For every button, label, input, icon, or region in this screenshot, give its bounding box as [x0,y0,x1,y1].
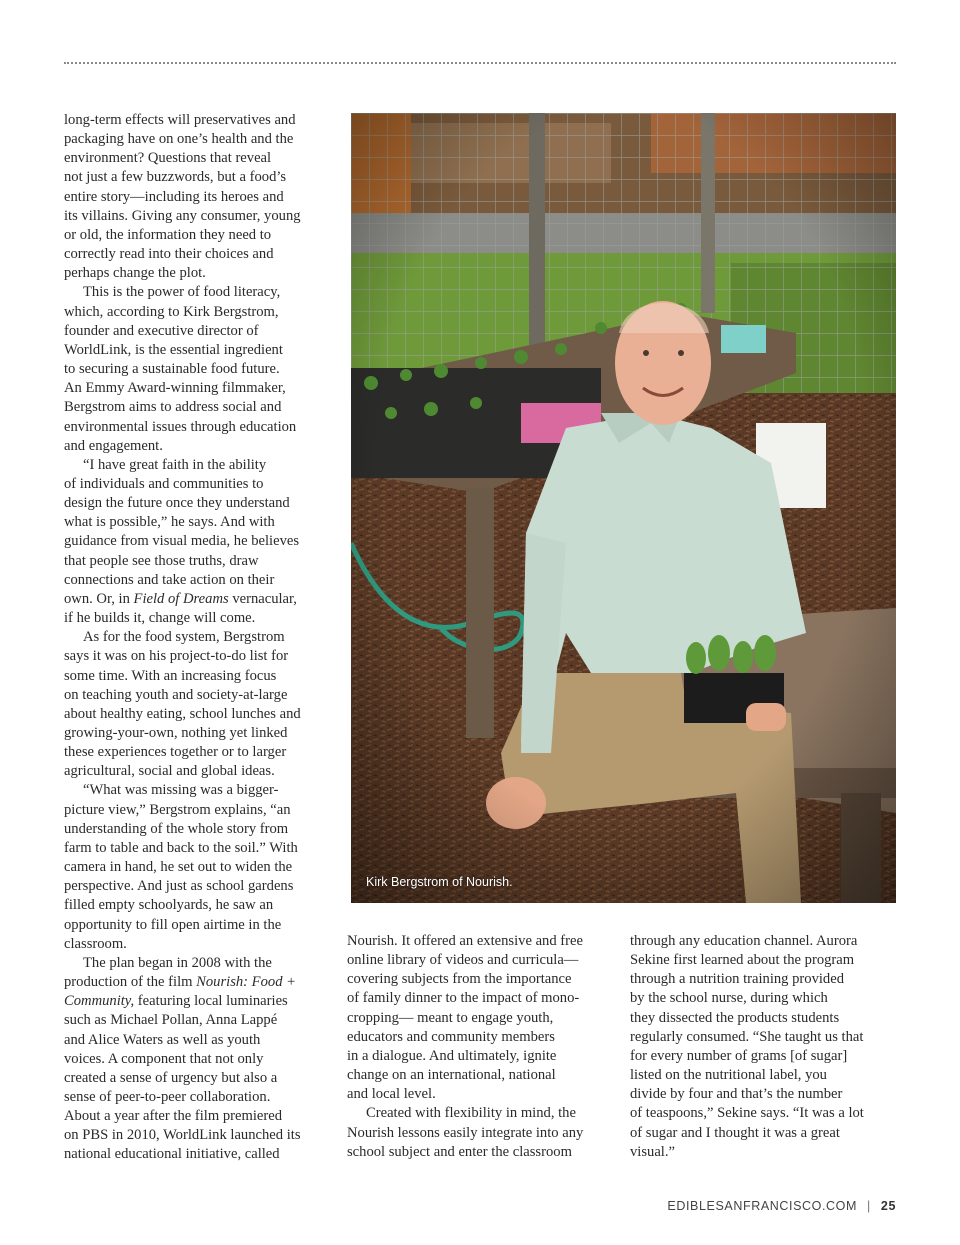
text-line: on PBS in 2010, WorldLink launched its [64,1127,301,1144]
text-line: Nourish. It offered an extensive and free [347,933,583,949]
text-line: About a year after the film premiered [64,1108,282,1125]
text-line: about healthy eating, school lunches and [64,705,301,722]
text-line: founder and executive director of [64,322,259,339]
text-line: online library of videos and curricula— [347,952,579,969]
text-line: on teaching youth and society-at-large [64,686,288,703]
italic-title: Community, [64,993,135,1010]
text-line: picture view,” Bergstrom explains, “an [64,801,291,818]
text-line: voices. A component that not only [64,1050,264,1067]
text-line: its villains. Giving any consumer, young [64,207,301,224]
text-line: of individuals and communities to [64,475,264,492]
text-line: “What was missing was a bigger- [83,782,279,799]
text-line: cropping— meant to engage youth, [347,1009,554,1026]
text-line: environmental issues through education [64,418,297,435]
text-line: through a nutrition training provided [630,971,845,988]
text-line: WorldLink, is the essential ingredient [64,341,283,358]
text-line: to securing a sustainable food future. [64,361,280,378]
text-line: school subject and enter the classroom [347,1143,572,1160]
text-line: Sekine first learned about the program [630,952,855,969]
text-line: Community, featuring local luminaries [64,993,288,1010]
text-line: by the school nurse, during which [630,990,828,1007]
text-line: which, according to Kirk Bergstrom, [64,303,279,320]
text-column-1 [64,111,330,1165]
text-line: filled empty schoolyards, he saw an [64,897,274,914]
text-line: that people see those truths, draw [64,552,259,569]
text-line: entire story—including its heroes and [64,188,284,205]
text-line: “I have great faith in the ability [83,456,267,473]
text-line: some time. With an increasing focus [64,667,277,684]
footer-separator: | [867,1199,871,1213]
text-line: connections and take action on their [64,571,275,588]
text-column-2 [347,932,617,1162]
text-line: The plan began in 2008 with the [83,954,272,971]
text-line: An Emmy Award-winning filmmaker, [64,380,286,397]
page-number: 25 [880,1199,896,1213]
photo-caption: Kirk Bergstrom of Nourish. [366,875,513,889]
text-line: environment? Questions that reveal [64,150,272,167]
text-line: Bergstrom aims to address social and [64,399,282,416]
text-line: growing-your-own, nothing yet linked [64,725,288,741]
article-photo [351,113,896,903]
text-line: of sugar and I thought it was a great [630,1124,840,1141]
text-line: regularly consumed. “She taught us that [630,1028,864,1045]
text-line: what is possible,” he says. And with [64,514,275,531]
text-line: packaging have on one’s health and the [64,131,294,148]
text-line: agricultural, social and global ideas. [64,763,275,780]
text-column-3 [630,932,898,1162]
text-line: production of the film Nourish: Food + [64,974,296,991]
text-line: correctly read into their choices and [64,246,274,263]
text-line: educators and community members [347,1028,555,1045]
text-line: Nourish lessons easily integrate into any [347,1124,584,1141]
text-line: in a dialogue. And ultimately, ignite [347,1047,557,1064]
text-line: design the future once they understand [64,495,290,512]
page-footer [667,1199,896,1213]
text-line: and engagement. [64,437,163,454]
text-line: change on an international, national [347,1067,556,1084]
text-line: perspective. And just as school gardens [64,878,294,895]
text-line: says it was on his project-to-do list for [64,648,289,665]
text-line: This is the power of food literacy, [83,284,281,301]
text-line: divide by four and that’s the number [630,1086,843,1103]
text-line: they dissected the products students [630,1009,840,1026]
text-line: for every number of grams [of sugar] [630,1047,848,1064]
text-line: such as Michael Pollan, Anna Lappé [64,1012,278,1029]
text-line: Created with flexibility in mind, the [366,1105,576,1122]
text-line: created a sense of urgency but also a [64,1069,278,1086]
text-line: As for the food system, Bergstrom [83,629,285,646]
italic-title: Nourish: Food + [196,974,296,991]
text-line: and local level. [347,1086,436,1103]
text-line: these experiences together or to larger [64,744,287,761]
text-line: opportunity to fill open airtime in the [64,916,282,933]
footer-site: EDIBLESANFRANCISCO.COM [667,1199,858,1213]
text-line: long-term effects will preservatives and [64,112,296,128]
text-line: covering subjects from the importance [347,971,572,988]
text-line: not just a few buzzwords, but a food’s [64,169,287,186]
text-line: if he builds it, change will come. [64,610,256,627]
text-line: through any education channel. Aurora [630,933,858,949]
text-line: listed on the nutritional label, you [630,1067,827,1084]
text-line: classroom. [64,935,127,952]
text-line: sense of peer-to-peer collaboration. [64,1088,271,1105]
text-line: camera in hand, he set out to widen the [64,859,293,876]
text-line: national educational initiative, called [64,1146,280,1163]
photo-illustration [351,113,896,903]
italic-title: Field of Dreams [133,590,229,607]
text-line: of family dinner to the impact of mono- [347,990,580,1007]
text-line: guidance from visual media, he believes [64,533,300,550]
text-line: farm to table and back to the soil.” With [64,839,298,856]
text-line: or old, the information they need to [64,226,272,243]
header-dotted-rule [64,62,896,64]
text-line: visual.” [630,1143,675,1160]
text-line: and Alice Waters as well as youth [64,1031,261,1048]
text-line: own. Or, in Field of Dreams vernacular, [64,590,297,607]
text-line: perhaps change the plot. [64,265,206,282]
text-line: of teaspoons,” Sekine says. “It was a lot [630,1105,864,1122]
text-line: understanding of the whole story from [64,820,289,837]
